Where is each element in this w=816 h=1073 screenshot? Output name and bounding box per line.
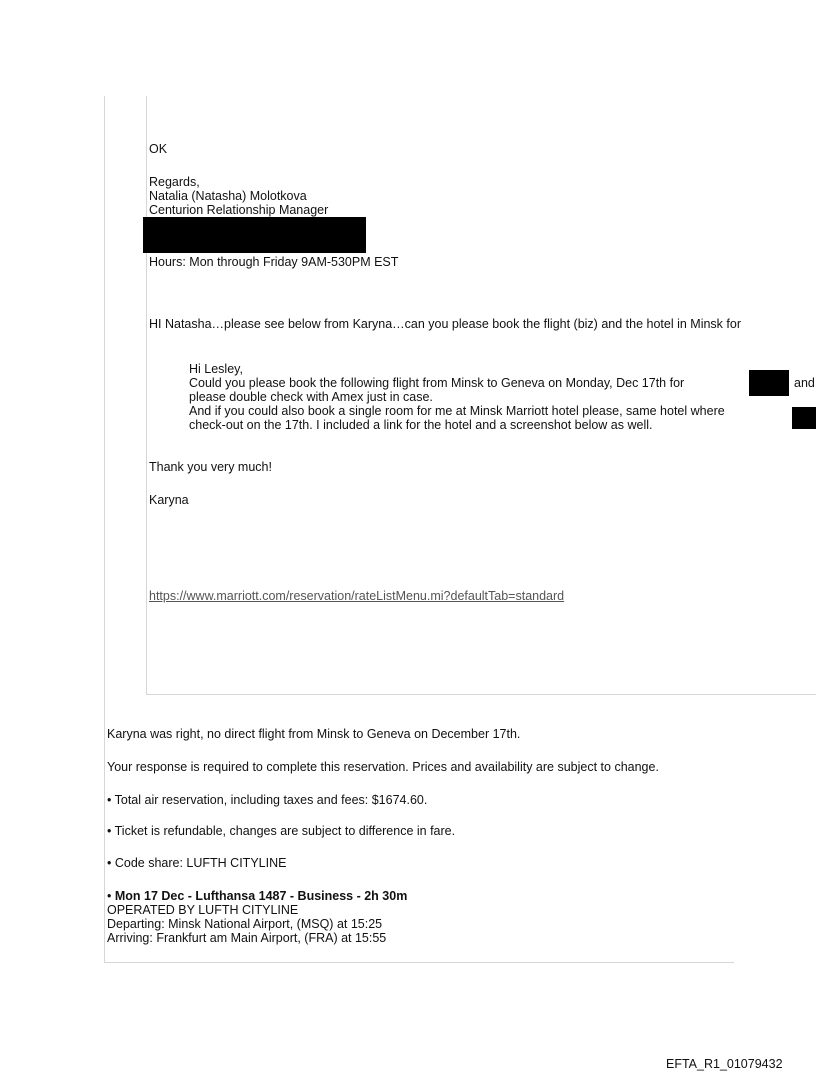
reply-intro: Karyna was right, no direct flight from Minsk to Geneva on December 17th. (107, 727, 521, 741)
sender-title: Centurion Relationship Manager (149, 203, 329, 217)
bullet-item: • Ticket is refundable, changes are subject to difference in fare. (107, 824, 456, 838)
bullet-text: Ticket is refundable, changes are subject to difference in fare. (114, 824, 456, 838)
inner-line-3: And if you could also book a single room for me at Minsk Marriott hotel please, same hotel where (189, 404, 725, 418)
inner-bottom-rule (146, 694, 816, 695)
regards-text: Regards, (149, 175, 200, 189)
inner-line-2: please double check with Amex just in case. (189, 390, 433, 404)
redaction-block (792, 407, 816, 429)
inner-line-1-tail: and (794, 376, 815, 390)
bullet-item: • Total air reservation, including taxes and fees: $1674.60. (107, 793, 428, 807)
bullet-item: • Code share: LUFTH CITYLINE (107, 856, 287, 870)
redaction-block (749, 370, 789, 396)
inner-line-1: Could you please book the following flight from Minsk to Geneva on Monday, Dec 17th for (189, 376, 685, 390)
hours-text: Hours: Mon through Friday 9AM-530PM EST (149, 255, 399, 269)
flight-operated: OPERATED BY LUFTH CITYLINE (107, 903, 299, 917)
bullet-text: Total air reservation, including taxes and fees: $1674.60. (114, 793, 428, 807)
flight-arriving: Arriving: Frankfurt am Main Airport, (FRA) at 15:55 (107, 931, 387, 945)
redaction-block (143, 217, 366, 253)
outer-left-rule (104, 96, 105, 962)
sender-name: Natalia (Natasha) Molotkova (149, 189, 307, 203)
reply-notice: Your response is required to complete this reservation. Prices and availability are subject to change. (107, 760, 659, 774)
outer-bottom-rule (104, 962, 734, 963)
signoff-text: Karyna (149, 493, 189, 507)
flight-header: • Mon 17 Dec - Lufthansa 1487 - Business - 2h 30m (107, 889, 408, 903)
ok-text: OK (149, 142, 168, 156)
flight-departing: Departing: Minsk National Airport, (MSQ) at 15:25 (107, 917, 383, 931)
flight-header-text: Mon 17 Dec - Lufthansa 1487 - Business - 2h 30m (114, 889, 408, 903)
document-id: EFTA_R1_01079432 (666, 1057, 783, 1071)
inner-line-4: check-out on the 17th. I included a link for the hotel and a screenshot below as well. (189, 418, 653, 432)
inner-greeting: Hi Lesley, (189, 362, 243, 376)
inner-left-rule (146, 96, 147, 694)
thanks-text: Thank you very much! (149, 460, 272, 474)
request-text: HI Natasha…please see below from Karyna…can you please book the flight (biz) and the hotel in Minsk for (149, 317, 741, 331)
bullet-text: Code share: LUFTH CITYLINE (114, 856, 287, 870)
marriott-link[interactable]: https://www.marriott.com/reservation/rateListMenu.mi?defaultTab=standard (149, 589, 565, 603)
